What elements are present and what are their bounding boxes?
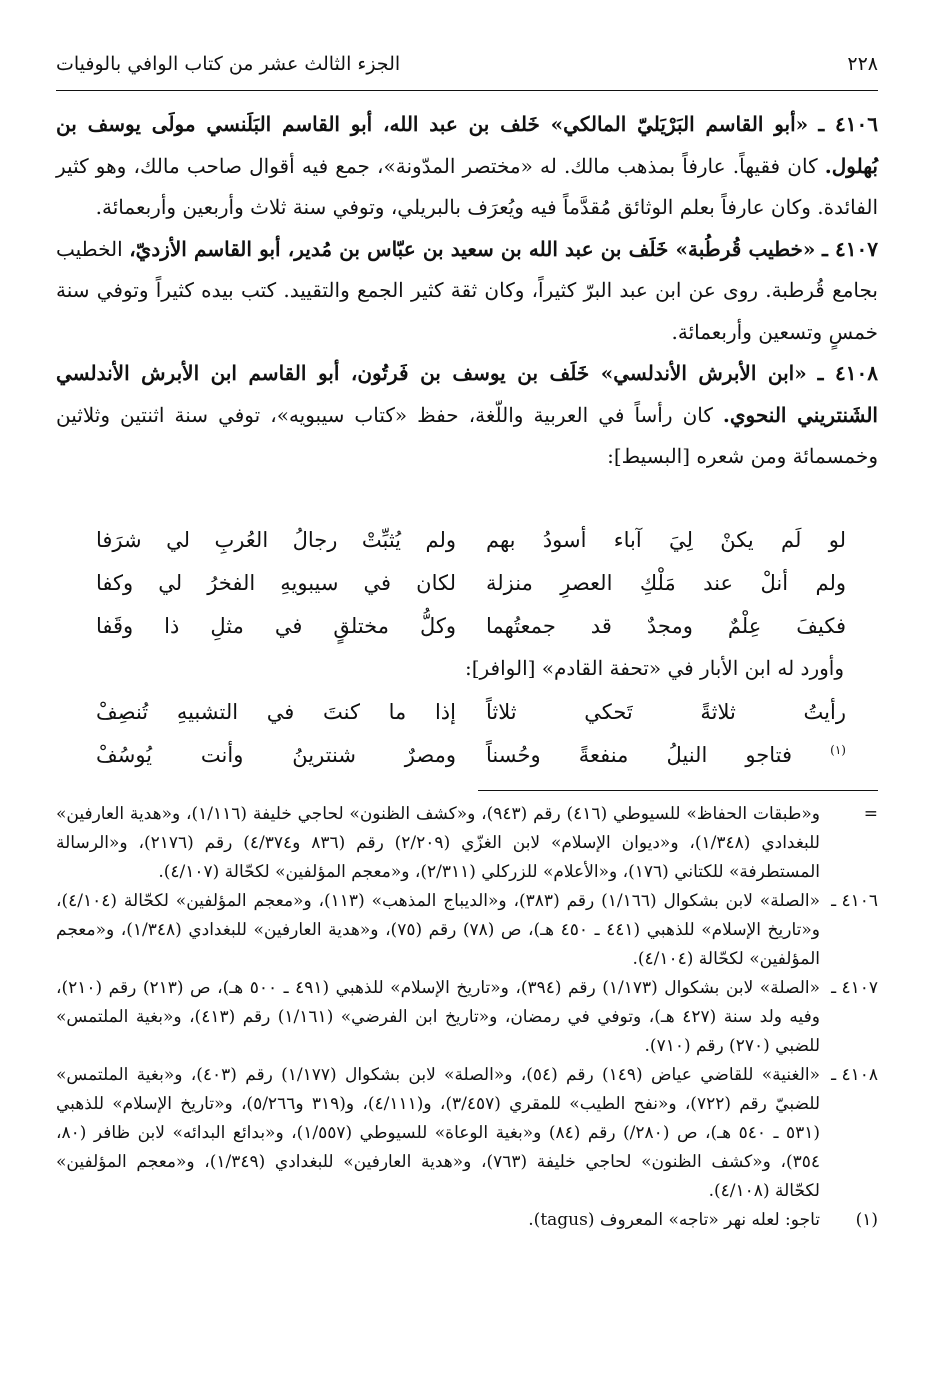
footnote-marker: =: [863, 804, 878, 824]
entry-text: كان فقيهاً. عارفاً بمذهب مالك. له «مختصر المدّونة»، جمع فيه أقوال صاحب مالك، وهو كثير الفائدة. وكان عارفاً بعلم الوثائق مُقدَّماً فيه ويُعرَف بالبريلي، وتوفي سنة ثلاث وأربعين وأربعمائة.: [56, 153, 878, 219]
footnote-text: تاجو: لعله نهر «تاجه» المعروف (tagus).: [528, 1210, 820, 1230]
footnote: [56, 800, 878, 887]
poem-basit: [96, 518, 846, 647]
footnote-marker: ٤١٠٦ ـ: [831, 891, 878, 911]
footnote-text: «الغنية» للقاضي عياض (١٤٩) رقم (٥٤)، و«الصلة» لابن بشكوال (١/١٧٧) رقم (٤٠٣)، و«بغية الملتمس» للضبيّ رقم (٧٢٢)، و«نفح الطيب» للمقري (٣/٤٥٧)، و(٤/١١١)، و(٣١٩ و٥/٢٦٦)، و«تاريخ الإسلام» للذهبي (٥٣١ ـ ٥٤٠ هـ)، ص (٢٨٠/) رقم (٨٤) و«بغية الوعاة» للسيوطي (١/٥٥٧)، و«بدائع البدائه» لابن ظافر (٨٠، ٣٥٤)، و«كشف الظنون» لحاجي خليفة (٧٦٣)، و«هدية العارفين» للبغدادي (١/٣٤٩)، و«معجم المؤلفين» لكحّالة (٤/١٠٨).: [56, 1065, 820, 1201]
header-divider: [56, 90, 878, 91]
biography-entry: [56, 229, 878, 354]
poem-verse: [96, 561, 846, 604]
entry-heading: «خطيب قُرطُبة» خَلَف بن عبد الله بن سعيد بن عبّاس بن مُدير، أبو القاسم الأزديّ،: [129, 236, 816, 261]
entry-text: الخطيب بجامع قُرطبة. روى عن ابن عبد البرّ كثيراً، وكان ثقة كثير الجمع والتقييد. كتب بيده كثيراً وتوفي سنة خمسٍ وتسعين وأربعمائة.: [56, 236, 878, 344]
entry-number: ٤١٠٧ ـ: [822, 236, 879, 261]
footnote-text: «الصلة» لابن بشكوال (١/١٧٣) رقم (٣٩٤)، و«تاريخ الإسلام» للذهبي (٤٩١ ـ ٥٠٠ هـ)، ص (٢١٣) رقم (٢١٠)، وفيه ولد سنة (٤٢٧ هـ)، وتوفي في رمضان، و«تاريخ ابن الفرضي» (١/١٦١) رقم (٤١٣)، و«بغية الملتمس» للضبي (٢٧٠) رقم (٧١٠).: [56, 978, 820, 1056]
second-hemistich: لكان في سيبويهِ الفخرُ لي وكفا: [96, 570, 456, 595]
footnote-divider: [478, 790, 878, 791]
first-hemistich: لو لَم يكنْ لِيَ آباء أسودُ بهم: [486, 527, 846, 552]
running-title: الجزء الثالث عشر من كتاب الوافي بالوفيات: [56, 53, 401, 75]
footnote-text: و«طبقات الحفاظ» للسيوطي (٤١٦) رقم (٩٤٣)، و«كشف الظنون» لحاجي خليفة (١/١١٦)، و«هدية العارفين» للبغدادي (١/٣٤٨)، و«ديوان الإسلام» لابن الغزّي (٢/٢٠٩) رقم (٨٣٦ و٤/٣٧٤) رقم (٢١٧٦)، و«الرسالة المستطرفة» للكتاني (١٧٦)، و«الأعلام» للزركلي (٢/٣١١)، و«معجم المؤلفين» لكحّالة (٤/١٠٧).: [56, 804, 821, 882]
page-number: ٢٢٨: [847, 53, 878, 75]
biography-entry: [56, 104, 878, 229]
first-hemistich: فكيفَ عِلْمٌ ومجدٌ قد جمعتُهما: [486, 613, 846, 638]
first-hemistich: $^{(١)}$ فتاجو النيلُ منفعةً وحُسناً: [486, 742, 846, 767]
footnote: [56, 974, 878, 1061]
second-hemistich: وكلُّ مختلقٍ في مثلِ ذا وقَفا: [96, 613, 456, 638]
footnote-ref: (١): [830, 742, 846, 757]
poem-wafir: [96, 690, 846, 776]
entry-heading: «ابن الأبرش الأندلسي» خَلَف بن يوسف بن فَرتُون، أبو القاسم ابن الأبرش الأندلسي الشَنتريني النحوي.: [56, 361, 878, 427]
second-hemistich: ومصرٌ شنترينُ وأنت يُوسُفْ: [96, 742, 456, 767]
main-text: [56, 104, 878, 478]
first-hemistich: رأيتُ ثلاثةً تَحكي ثلاثاً: [486, 699, 846, 724]
footnote-text: «الصلة» لابن بشكوال (١/١٦٦) رقم (٣٨٣)، و«الديباج المذهب» (١١٣)، و«معجم المؤلفين» لكحّالة (٤/١٠٤)، و«تاريخ الإسلام» للذهبي (٤٤١ ـ ٤٥٠ هـ)، ص (٧٨) رقم (٧٥)، و«هدية العارفين» للبغدادي (١/٣٤٨)، و«معجم المؤلفين» لكحّالة (٤/١٠٤).: [56, 891, 820, 969]
footnote: [56, 887, 878, 974]
poem-verse: [96, 604, 846, 647]
footnote: [56, 1206, 878, 1235]
first-hemistich: ولم أنلْ عند مَلْكِ العصرِ منزلة: [486, 570, 846, 595]
second-hemistich: إذا ما كنتَ في التشبيهِ تُنصِفْ: [96, 699, 456, 724]
entry-number: ٤١٠٦ ـ: [818, 112, 878, 136]
second-hemistich: ولم يُثبِّتْ رجالُ العُربِ لي شرَفا: [96, 527, 456, 552]
footnote-marker: ٤١٠٧ ـ: [831, 978, 878, 998]
poem-verse: [96, 690, 846, 733]
entry-number: ٤١٠٨ ـ: [817, 361, 879, 385]
poem-verse: [96, 733, 846, 776]
footnote: [56, 1061, 878, 1206]
page-header: [56, 44, 878, 84]
entry-text: كان رأساً في العربية واللّغة، حفظ «كتاب سيبويه»، توفي سنة اثنتين وثلاثين وخمسمائة ومن شعره [البسيط]:: [56, 402, 878, 468]
footnote-marker: ٤١٠٨ ـ: [831, 1065, 878, 1085]
footnote-marker: (١): [855, 1210, 878, 1230]
biography-entry: [56, 353, 878, 478]
footnotes: [56, 800, 878, 1235]
poem-intro: وأورد له ابن الأبار في «تحفة القادم» [الوافر]:: [464, 656, 844, 680]
poem-verse: [96, 518, 846, 561]
entry-heading: «أبو القاسم البَرْيَليّ المالكي» خَلف بن عبد الله، أبو القاسم البَلَنسي مولَى يوسف بن بُهلول.: [56, 112, 878, 178]
